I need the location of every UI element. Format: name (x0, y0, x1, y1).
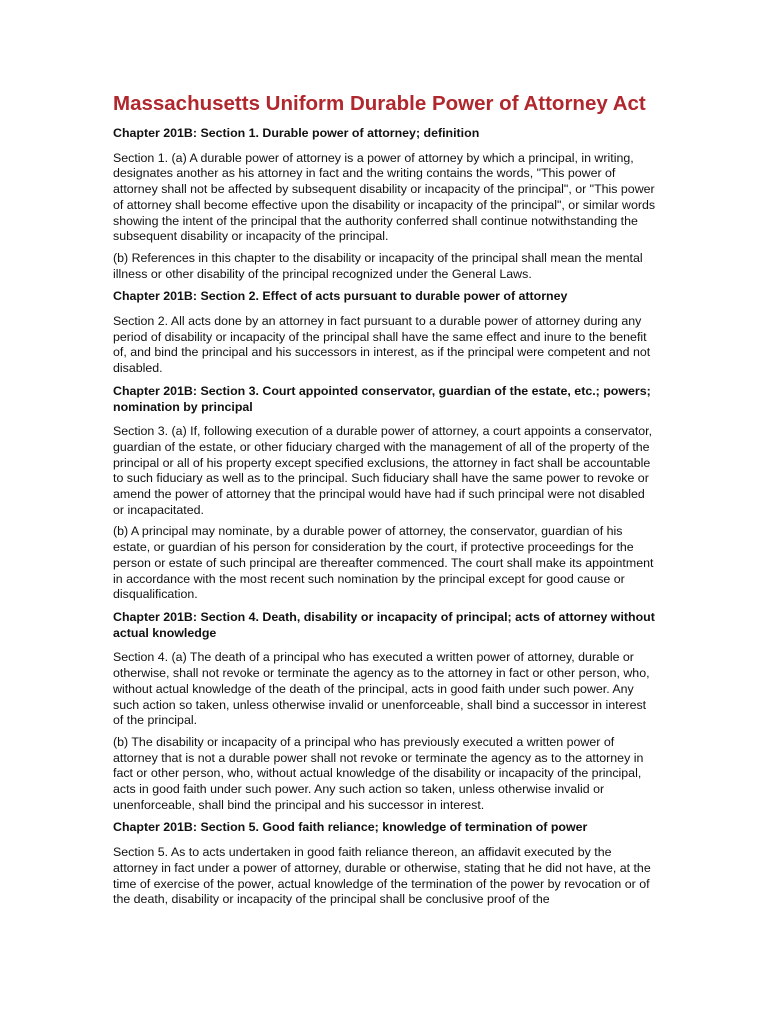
section-3 (113, 384, 658, 603)
section-paragraph: Section 4. (a) The death of a principal who has executed a written power of attorney, durable or otherwise, shall not revoke or terminate the agency as to the attorney in fact or other person, who, without actual knowledge of the death of the principal, acts in good faith under such power. Any such action so taken, unless otherwise invalid or unenforceable, shall bind a successor in interest of the principal. (113, 650, 650, 728)
section-heading: Chapter 201B: Section 1. Durable power of attorney; definition (113, 126, 480, 140)
section-1 (113, 126, 658, 282)
section-paragraph: (b) The disability or incapacity of a principal who has previously executed a written power of attorney that is not a durable power shall not revoke or terminate the agency as to the attorney in fact or other person, who, without actual knowledge of the disability or incapacity of the principal, acts in good faith under such power. Any such action so taken, unless otherwise invalid or unenforceable, shall bind the principal and his successor in interest. (113, 734, 644, 812)
section-4 (113, 610, 658, 813)
section-paragraph: Section 3. (a) If, following execution of a durable power of attorney, a court appoints a conservator, guardian of the estate, or other fiduciary charged with the management of all of the property of the principal or all of his property except specified exclusions, the attorney in fact shall be accountable to such fiduciary as well as to the principal. Such fiduciary shall have the same power to revoke or amend the power of attorney that the principal would have had if such principal were not disabled or incapacitated. (113, 424, 653, 517)
section-heading: Chapter 201B: Section 5. Good faith reliance; knowledge of termination of power (113, 820, 588, 835)
document-title: Massachusetts Uniform Durable Power of Attorney Act (113, 92, 646, 115)
section-heading: Chapter 201B: Section 3. Court appointed conservator, guardian of the estate, etc.; powers; nomination by principal (113, 383, 651, 414)
document-page (113, 92, 658, 915)
section-5 (113, 820, 658, 908)
section-paragraph: (b) A principal may nominate, by a durable power of attorney, the conservator, guardian of his estate, or guardian of his person for consideration by the court, if protective proceedings for the person or estate of such principal are thereafter commenced. The court shall make its appointment in accordance with the most recent such nomination by the principal except for good cause or disqualification. (113, 524, 654, 602)
section-paragraph: Section 2. All acts done by an attorney in fact pursuant to a durable power of attorney during any period of disability or incapacity of the principal shall have the same effect and inure to the benefit of, and bind the principal and his successors in interest, as if the principal were competent and not disabled. (113, 314, 651, 376)
section-paragraph: Section 1. (a) A durable power of attorney is a power of attorney by which a principal, in writing, designates another as his attorney in fact and the writing contains the words, "This power of attorney shall not be affected by subsequent disability or incapacity of the principal", or "This power of attorney shall become effective upon the disability or incapacity of the principal", or similar words showing the intent of the principal that the authority conferred shall continue notwithstanding the subsequent disability or incapacity of the principal. (113, 150, 656, 244)
section-paragraph: Section 5. As to acts undertaken in good faith reliance thereon, an affidavit executed by the attorney in fact under a power of attorney, durable or otherwise, stating that he did not have, at the time of exercise of the power, actual knowledge of the termination of the power by revocation or of the death, disability or incapacity of the principal shall be conclusive proof of the (113, 845, 651, 907)
section-2 (113, 289, 658, 377)
section-paragraph: (b) References in this chapter to the disability or incapacity of the principal shall mean the mental illness or other disability of the principal recognized under the General Laws. (113, 250, 643, 281)
section-heading: Chapter 201B: Section 2. Effect of acts pursuant to durable power of attorney (113, 289, 568, 304)
section-heading: Chapter 201B: Section 4. Death, disability or incapacity of principal; acts of attorney without actual knowledge (113, 609, 655, 640)
